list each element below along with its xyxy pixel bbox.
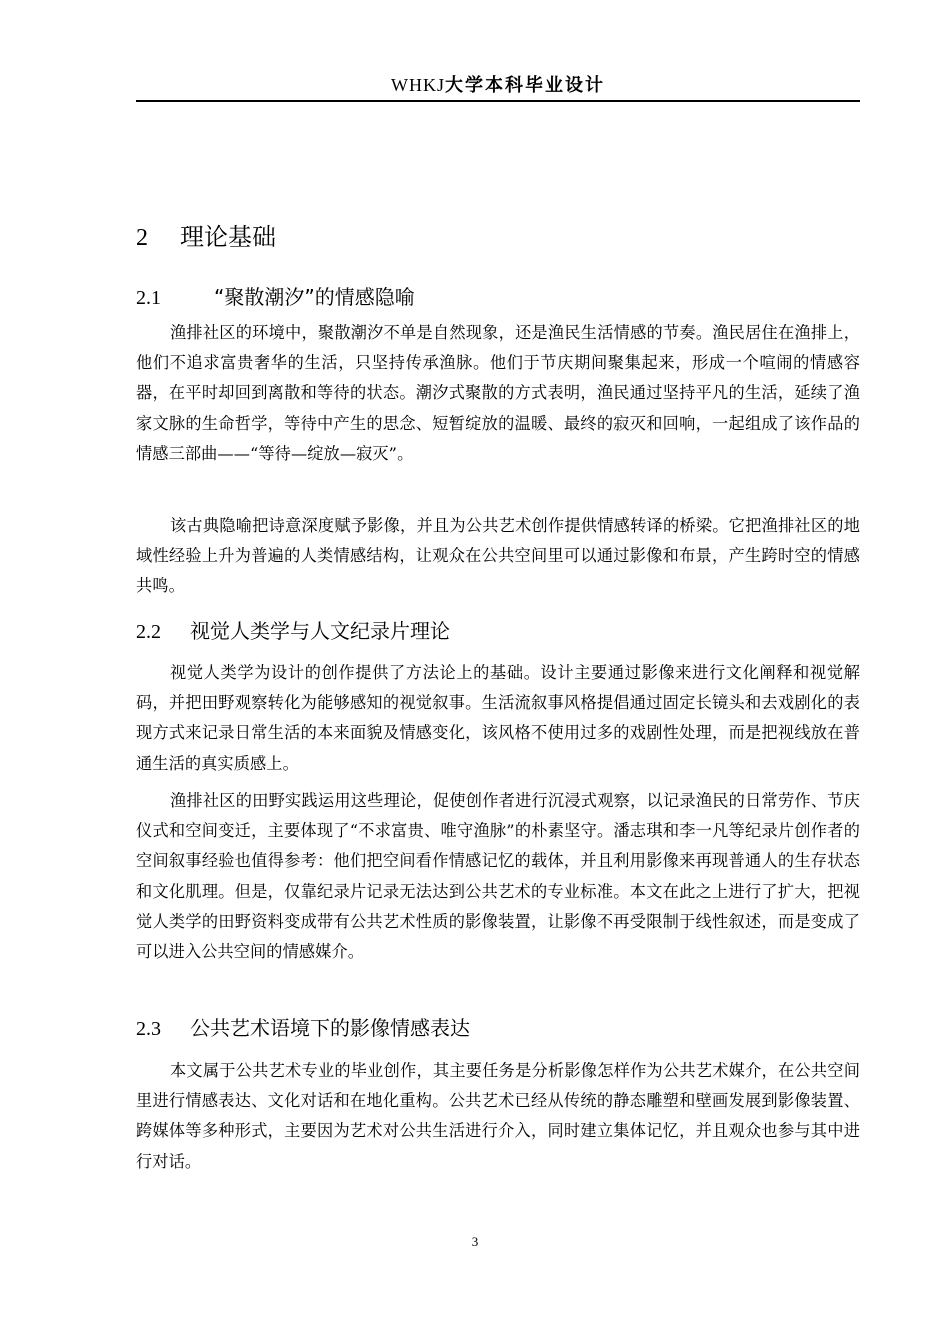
chapter-title: 理论基础 (180, 223, 276, 251)
section-title: “聚散潮汐”的情感隐喻 (214, 285, 415, 309)
chapter-number: 2 (136, 225, 148, 251)
section-title: 视觉人类学与人文纪录片理论 (190, 619, 450, 643)
section-number: 2.2 (136, 621, 161, 643)
paragraph: 视觉人类学为设计的创作提供了方法论上的基础。设计主要通过影像来进行文化阐释和视觉解码，并把田野观察转化为能够感知的视觉叙事。生活流叙事风格提倡通过固定长镜头和去戏剧化的表现方式来记录日常生活的本来面貌及情感变化，该风格不使用过多的戏剧性处理，而是把视线放在普通生活的真实质感上。 (136, 663, 860, 773)
section-number: 2.3 (136, 1018, 161, 1040)
page-number: 3 (471, 1234, 479, 1249)
header-code: WHKJ (391, 75, 445, 95)
section-heading (136, 1013, 470, 1044)
section-title: 公共艺术语境下的影像情感表达 (190, 1016, 470, 1040)
chapter-heading (136, 220, 276, 255)
paragraph: 渔排社区的环境中，聚散潮汐不单是自然现象，还是渔民生活情感的节奏。渔民居住在渔排上，他们不追求富贵奢华的生活，只坚持传承渔脉。他们于节庆期间聚集起来，形成一个喧闹的情感容器，在平时却回到离散和等待的状态。潮汐式聚散的方式表明，渔民通过坚持平凡的生活，延续了渔家文脉的生命哲学，等待中产生的思念、短暂绽放的温暖、最终的寂灭和回响，一起组成了该作品的情感三部曲——“等待—绽放—寂灭”。 (136, 323, 860, 463)
header-title: 大学本科毕业设计 (445, 75, 605, 96)
section-heading (136, 282, 415, 313)
section-heading (136, 616, 450, 647)
paragraph: 该古典隐喻把诗意深度赋予影像，并且为公共艺术创作提供情感转译的桥梁。它把渔排社区的地域性经验上升为普遍的人类情感结构，让观众在公共空间里可以通过影像和布景，产生跨时空的情感共鸣。 (136, 516, 860, 596)
paragraph: 渔排社区的田野实践运用这些理论，促使创作者进行沉浸式观察，以记录渔民的日常劳作、节庆仪式和空间变迁，主要体现了“不求富贵、唯守渔脉”的朴素坚守。潘志琪和李一凡等纪录片创作者的空间叙事经验也值得参考：他们把空间看作情感记忆的载体，并且利用影像来再现普通人的生存状态和文化肌理。但是，仅靠纪录片记录无法达到公共艺术的专业标准。本文在此之上进行了扩大，把视觉人类学的田野资料变成带有公共艺术性质的影像装置，让影像不再受限制于线性叙述，而是变成了可以进入公共空间的情感媒介。 (136, 791, 860, 962)
running-header (136, 70, 860, 102)
section-number: 2.1 (136, 287, 161, 309)
paragraph: 本文属于公共艺术专业的毕业创作，其主要任务是分析影像怎样作为公共艺术媒介，在公共空间里进行情感表达、文化对话和在地化重构。公共艺术已经从传统的静态雕塑和壁画发展到影像装置、跨媒体等多种形式，主要因为艺术对公共生活进行介入，同时建立集体记忆，并且观众也参与其中进行对话。 (136, 1061, 860, 1171)
